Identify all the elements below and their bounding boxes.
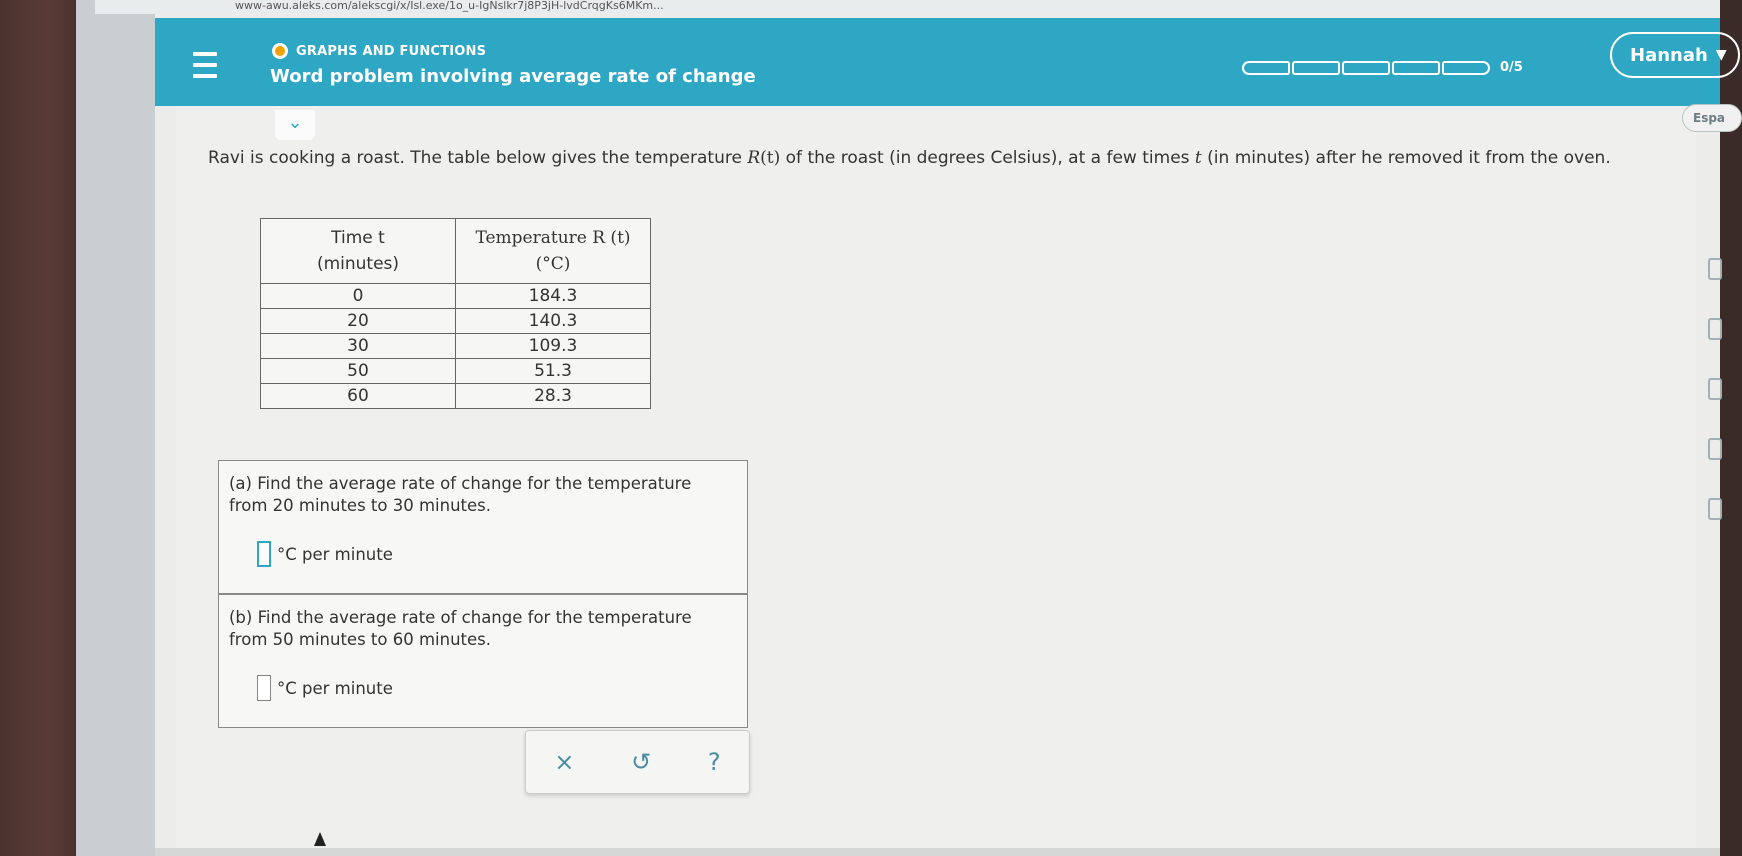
- side-tool-icon[interactable]: [1708, 258, 1722, 280]
- side-tool-icon[interactable]: [1708, 378, 1722, 400]
- problem-text: (in minutes) after he removed it from the oven.: [1201, 148, 1611, 168]
- chevron-down-icon: ⌄: [287, 112, 303, 133]
- answer-actions-toolbar: [525, 730, 750, 794]
- function-argument: (t): [760, 148, 781, 168]
- table-row: [261, 359, 651, 384]
- problem-text: Ravi is cooking a roast. The table below gives the temperature: [208, 148, 748, 168]
- espanol-button[interactable]: Espa: [1682, 104, 1742, 132]
- topic-status-dot-icon: [272, 43, 288, 59]
- answer-b-input[interactable]: [257, 675, 271, 701]
- table-header-time: [261, 219, 456, 284]
- problem-text: of the roast (in degrees Celsius), at a few times: [780, 148, 1195, 168]
- collapse-header-button[interactable]: [275, 110, 315, 140]
- table-row: [261, 384, 651, 409]
- function-name: R: [747, 148, 761, 168]
- browser-address-bar[interactable]: www-awu.aleks.com/alekscgi/x/Isl.exe/1o_u-IgNslkr7j8P3jH-lvdCrqgKs6MKm...: [95, 0, 1720, 14]
- temperature-cell: 184.3: [456, 284, 651, 309]
- table-row: [261, 284, 651, 309]
- hamburger-menu-icon[interactable]: [193, 52, 217, 78]
- answer-a-unit: °C per minute: [277, 544, 393, 564]
- variable-name: t: [1194, 148, 1202, 168]
- clear-answer-button[interactable]: ×: [554, 748, 575, 776]
- time-cell: 20: [261, 309, 456, 334]
- side-tool-icon[interactable]: [1708, 498, 1722, 520]
- question-b-answer-row: [257, 675, 393, 701]
- topic-name: GRAPHS AND FUNCTIONS: [296, 43, 487, 59]
- footer-strip: [155, 848, 1720, 856]
- time-cell: 30: [261, 334, 456, 359]
- progress-segment: [1242, 61, 1290, 75]
- header-line: (°C): [535, 254, 571, 274]
- lesson-title: Word problem involving average rate of change: [270, 66, 756, 87]
- progress-segment: [1442, 61, 1490, 75]
- table-header-temperature: [456, 219, 651, 284]
- side-tool-icon[interactable]: [1708, 438, 1722, 460]
- progress-segment: [1392, 61, 1440, 75]
- table-row: [261, 334, 651, 359]
- progress-segment: [1342, 61, 1390, 75]
- question-a-panel: [218, 460, 748, 594]
- chevron-down-icon: ▼: [1715, 47, 1727, 63]
- header-line: Time t: [331, 228, 385, 248]
- time-cell: 50: [261, 359, 456, 384]
- problem-statement: [208, 145, 1668, 172]
- temperature-cell: 28.3: [456, 384, 651, 409]
- side-tool-icon[interactable]: [1708, 318, 1722, 340]
- user-name: Hannah: [1630, 44, 1708, 66]
- question-b-panel: [218, 594, 748, 728]
- header-line: (minutes): [316, 254, 400, 274]
- time-cell: 0: [261, 284, 456, 309]
- temperature-cell: 51.3: [456, 359, 651, 384]
- progress-segment: [1292, 61, 1340, 75]
- temperature-cell: 140.3: [456, 309, 651, 334]
- temperature-table: [260, 218, 651, 409]
- undo-button[interactable]: ↺: [631, 748, 652, 776]
- user-menu-button[interactable]: [1610, 32, 1740, 78]
- table-row: [261, 309, 651, 334]
- question-a-answer-row: [257, 541, 393, 567]
- header-line: Temperature R (t): [475, 228, 631, 248]
- topic-label: [272, 43, 486, 59]
- help-button[interactable]: ?: [707, 748, 721, 776]
- answer-b-unit: °C per minute: [277, 678, 393, 698]
- question-a-text: (a) Find the average rate of change for the temperature from 20 minutes to 30 minutes.: [229, 474, 692, 515]
- question-b-text: (b) Find the average rate of change for the temperature from 50 minutes to 60 minutes.: [229, 608, 692, 649]
- temperature-cell: 109.3: [456, 334, 651, 359]
- time-cell: 60: [261, 384, 456, 409]
- mouse-cursor-icon: [314, 832, 326, 846]
- progress-count: 0/5: [1500, 60, 1523, 75]
- answer-a-input[interactable]: [257, 541, 271, 567]
- progress-bar: [1242, 60, 1523, 75]
